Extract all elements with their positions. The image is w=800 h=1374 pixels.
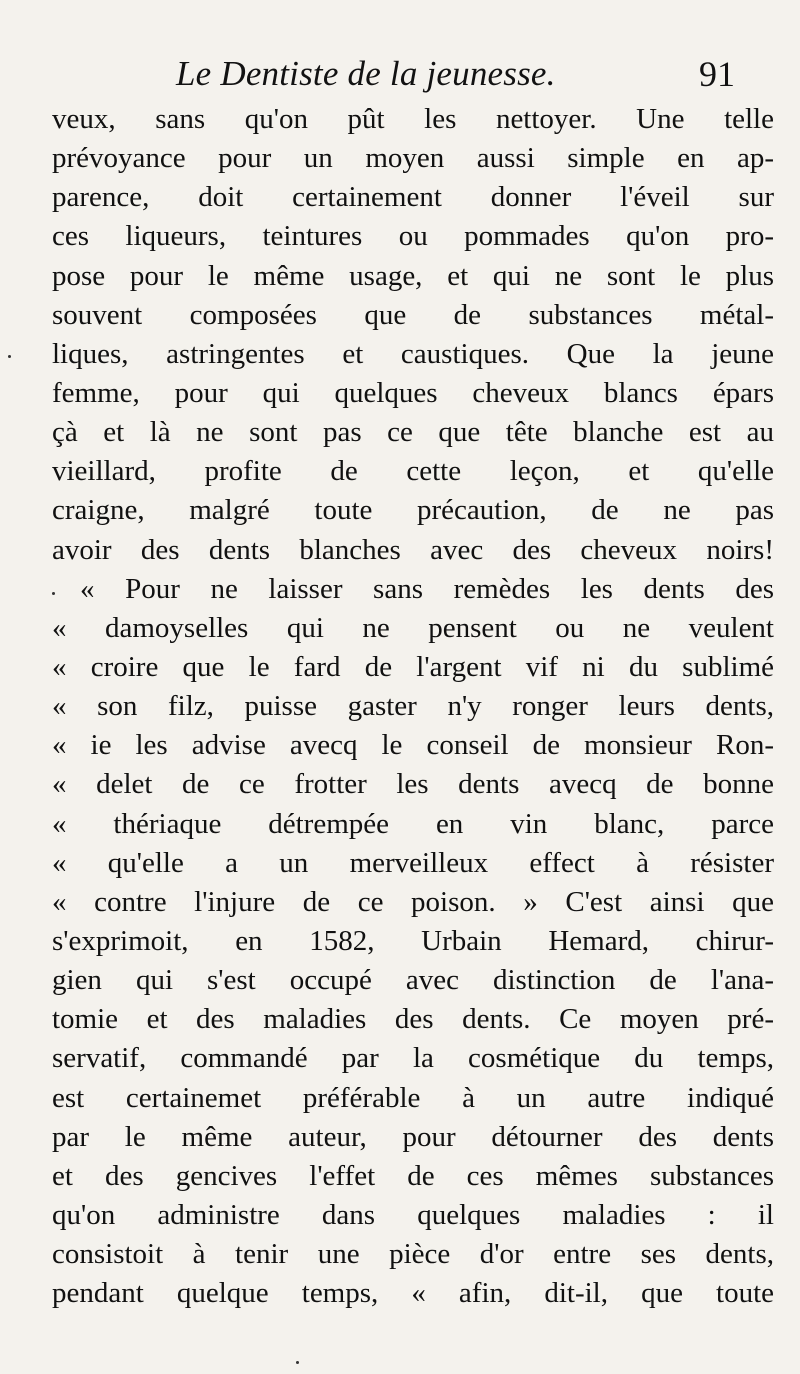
text-line: parence, doit certainement donner l'éveil sur — [52, 181, 774, 214]
quote-line: « Pour ne laisser sans remèdes les dents des — [80, 572, 774, 605]
text-line: veux, sans qu'on pût les nettoyer. Une telle — [52, 103, 774, 135]
text-line: qu'on administre dans quelques maladies : il — [52, 1198, 774, 1231]
text-line: s'exprimoit, en 1582, Urbain Hemard, chirur- — [52, 924, 774, 957]
margin-speck — [52, 592, 55, 595]
text-line: ces liqueurs, teintures ou pommades qu'on pro- — [52, 220, 774, 253]
text-line: liques, astringentes et caustiques. Que la jeune — [52, 337, 774, 370]
quote-line: « delet de ce frotter les dents avecq de bonne — [52, 768, 774, 801]
text-line: gien qui s'est occupé avec distinction de l'ana- — [52, 964, 774, 997]
margin-speck — [296, 1361, 299, 1364]
running-title: Le Dentiste de la jeunesse. — [176, 54, 556, 93]
text-line: çà et là ne sont pas ce que tête blanche est au — [52, 416, 774, 449]
text-line: pendant quelque temps, « afin, dit-il, que toute — [52, 1277, 774, 1310]
text-line: pose pour le même usage, et qui ne sont le plus — [52, 259, 774, 292]
quote-line: « qu'elle a un merveilleux effect à résister — [52, 846, 774, 879]
quote-line: « damoyselles qui ne pensent ou ne veulent — [52, 611, 774, 644]
quote-line: « croire que le fard de l'argent vif ni du sublimé — [52, 650, 774, 683]
quote-line: « thériaque détrempée en vin blanc, parce — [52, 807, 774, 840]
quote-line: « son filz, puisse gaster n'y ronger leurs dents, — [52, 690, 774, 723]
text-line: craigne, malgré toute précaution, de ne pas — [52, 494, 774, 527]
quote-line: « ie les advise avecq le conseil de monsieur Ron- — [52, 729, 774, 762]
text-line: souvent composées que de substances métal- — [52, 298, 774, 331]
quote-line: « contre l'injure de ce poison. » C'est ainsi que — [52, 885, 774, 918]
margin-speck — [8, 355, 11, 358]
text-line: servatif, commandé par la cosmétique du temps, — [52, 1042, 774, 1075]
page-number: 91 — [699, 54, 735, 94]
text-line: et des gencives l'effet de ces mêmes substances — [52, 1159, 774, 1192]
text-line: est certainemet préférable à un autre indiqué — [52, 1081, 774, 1114]
text-line: par le même auteur, pour détourner des dents — [52, 1120, 774, 1153]
text-line: vieillard, profite de cette leçon, et qu'elle — [52, 455, 774, 488]
page-header — [0, 52, 800, 96]
text-line: consistoit à tenir une pièce d'or entre ses dents, — [52, 1238, 774, 1271]
text-line: tomie et des maladies des dents. Ce moyen pré- — [52, 1003, 774, 1036]
text-line: femme, pour qui quelques cheveux blancs épars — [52, 376, 774, 409]
text-line: prévoyance pour un moyen aussi simple en ap- — [52, 142, 774, 175]
text-line: avoir des dents blanches avec des cheveux noirs! — [52, 533, 774, 566]
body-text — [52, 100, 774, 1313]
